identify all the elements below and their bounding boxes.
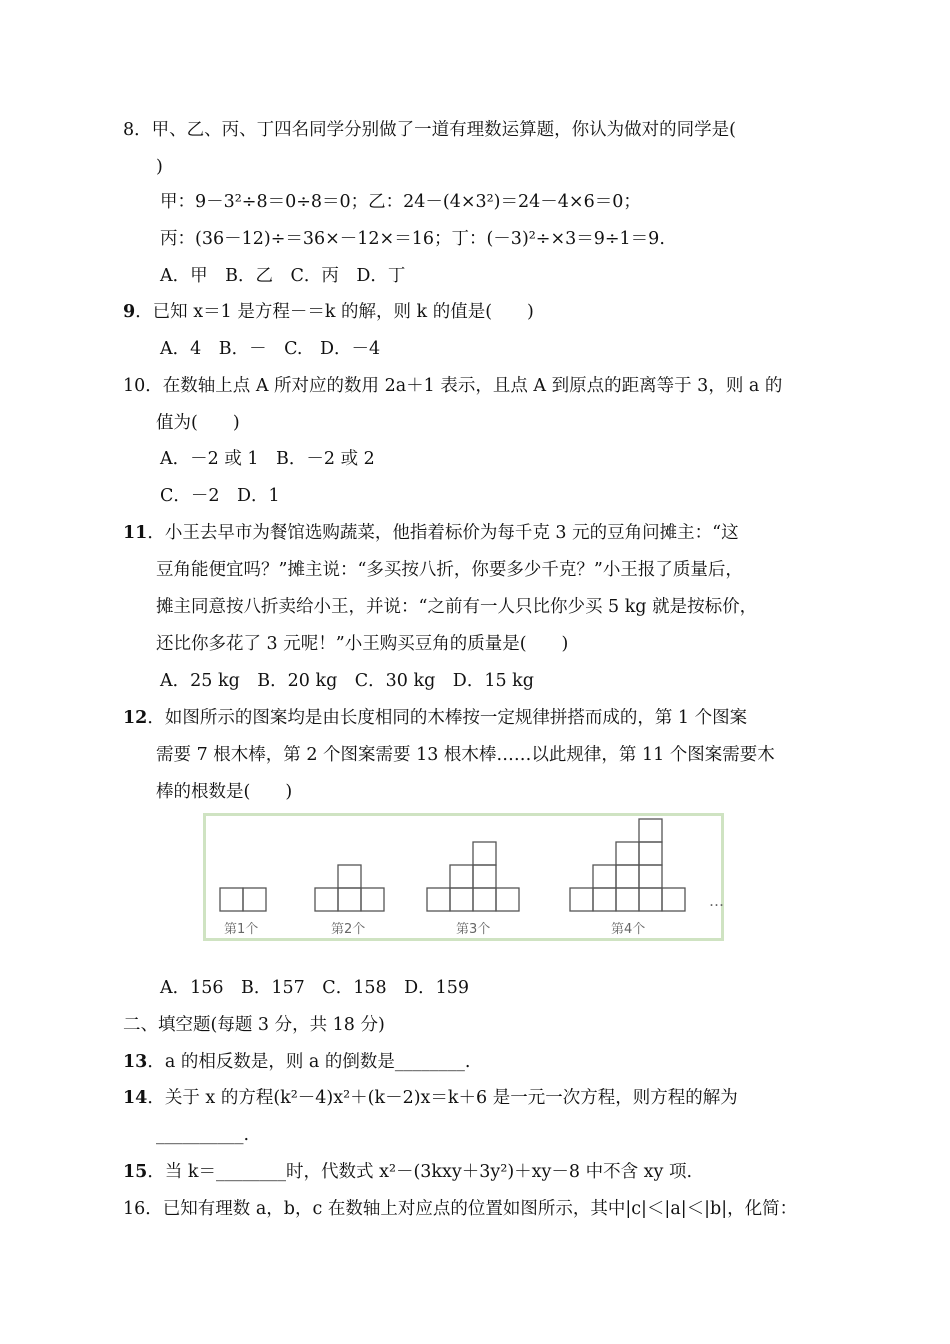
pattern-4: [570, 819, 685, 911]
figure-ellipsis: …: [709, 892, 724, 910]
q15-stem: [123, 1160, 692, 1184]
q9-number: 9: [123, 302, 136, 322]
q10-options-1: A．－2 或 1 B．－2 或 2: [160, 449, 375, 469]
q12-text: ．如图所示的图案均是由长度相同的木棒按一定规律拼搭而成的，第 1 个图案: [147, 708, 748, 728]
q11-number: 11: [123, 523, 148, 543]
q12-stem-b: 需要 7 根木棒，第 2 个图案需要 13 根木棒……以此规律，第 11 个图案需要木: [156, 745, 775, 765]
figure-label-1: 第1个: [224, 922, 259, 937]
q8-options: A．甲 B．乙 C．丙 D．丁: [160, 266, 406, 286]
q12-stem-c: 棒的根数是( ): [156, 782, 293, 802]
q9-text: ．已知 x＝1 是方程－＝k 的解，则 k 的值是( ): [135, 302, 534, 322]
q10-stem-cont: 值为( ): [156, 413, 240, 433]
q12-stem: [123, 706, 747, 730]
q13-stem: [123, 1050, 470, 1074]
q13-number: 13: [123, 1052, 148, 1072]
q15-number: 15: [123, 1162, 148, 1182]
figure-label-2: 第2个: [331, 922, 366, 937]
q14-stem: [123, 1086, 738, 1110]
q14-text: ．关于 x 的方程(k²－4)x²＋(k－2)x＝k＋6 是一元一次方程，则方程的解为: [147, 1088, 738, 1108]
figure-label-4: 第4个: [611, 922, 646, 937]
q12-number: 12: [123, 708, 148, 728]
q11-stem: [123, 521, 739, 545]
figure-label-3: 第3个: [456, 922, 491, 937]
q8-line-jia-yi: 甲：9－3²÷8＝0÷8＝0；乙：24－(4×3²)＝24－4×6＝0；: [160, 192, 641, 212]
q14-answer-blank: __________.: [156, 1125, 250, 1145]
pattern-3: [427, 842, 519, 911]
pattern-2: [315, 865, 384, 911]
q11-text: ．小王去早市为餐馆选购蔬菜，他指着标价为每千克 3 元的豆角问摊主：“这: [147, 523, 739, 543]
q11-options: A．25 kg B．20 kg C．30 kg D．15 kg: [160, 671, 534, 691]
q10-options-2: C．－2 D．1: [160, 486, 280, 506]
q16-stem: 16．已知有理数 a，b，c 在数轴上对应点的位置如图所示，其中|c|＜|a|＜|b|，化简：: [123, 1199, 798, 1219]
q11-stem-c: 摊主同意按八折卖给小王，并说：“之前有一人只比你少买 5 kg 就是按标价，: [156, 597, 758, 617]
q12-figure: [203, 813, 724, 941]
q8-stem: 8．甲、乙、丙、丁四名同学分别做了一道有理数运算题，你认为做对的同学是(: [123, 120, 736, 140]
section-heading: 二、填空题(每题 3 分，共 18 分): [123, 1015, 385, 1035]
q12-options: A．156 B．157 C．158 D．159: [160, 978, 470, 998]
q8-line-bing-ding: 丙：(36－12)÷＝36×－12×＝16；丁：(－3)²÷×3＝9÷1＝9.: [160, 229, 665, 249]
q15-text: ．当 k＝________时，代数式 x²－(3kxy＋3y²)＋xy－8 中不含 xy 项.: [147, 1162, 693, 1182]
q9-stem: [123, 300, 534, 324]
q9-options: A．4 B．－ C. D．－4: [160, 339, 381, 359]
q11-stem-b: 豆角能便宜吗？”摊主说：“多买按八折，你要多少千克？”小王报了质量后，: [156, 560, 743, 580]
q11-stem-d: 还比你多花了 3 元呢！”小王购买豆角的质量是( ): [156, 634, 569, 654]
q14-number: 14: [123, 1088, 148, 1108]
q10-stem: 10．在数轴上点 A 所对应的数用 2a＋1 表示，且点 A 到原点的距离等于 3，则 a 的: [123, 376, 783, 396]
q13-text: ．a 的相反数是，则 a 的倒数是________.: [147, 1052, 471, 1072]
pattern-1: [220, 888, 266, 911]
q8-stem-cont: ): [156, 157, 163, 177]
